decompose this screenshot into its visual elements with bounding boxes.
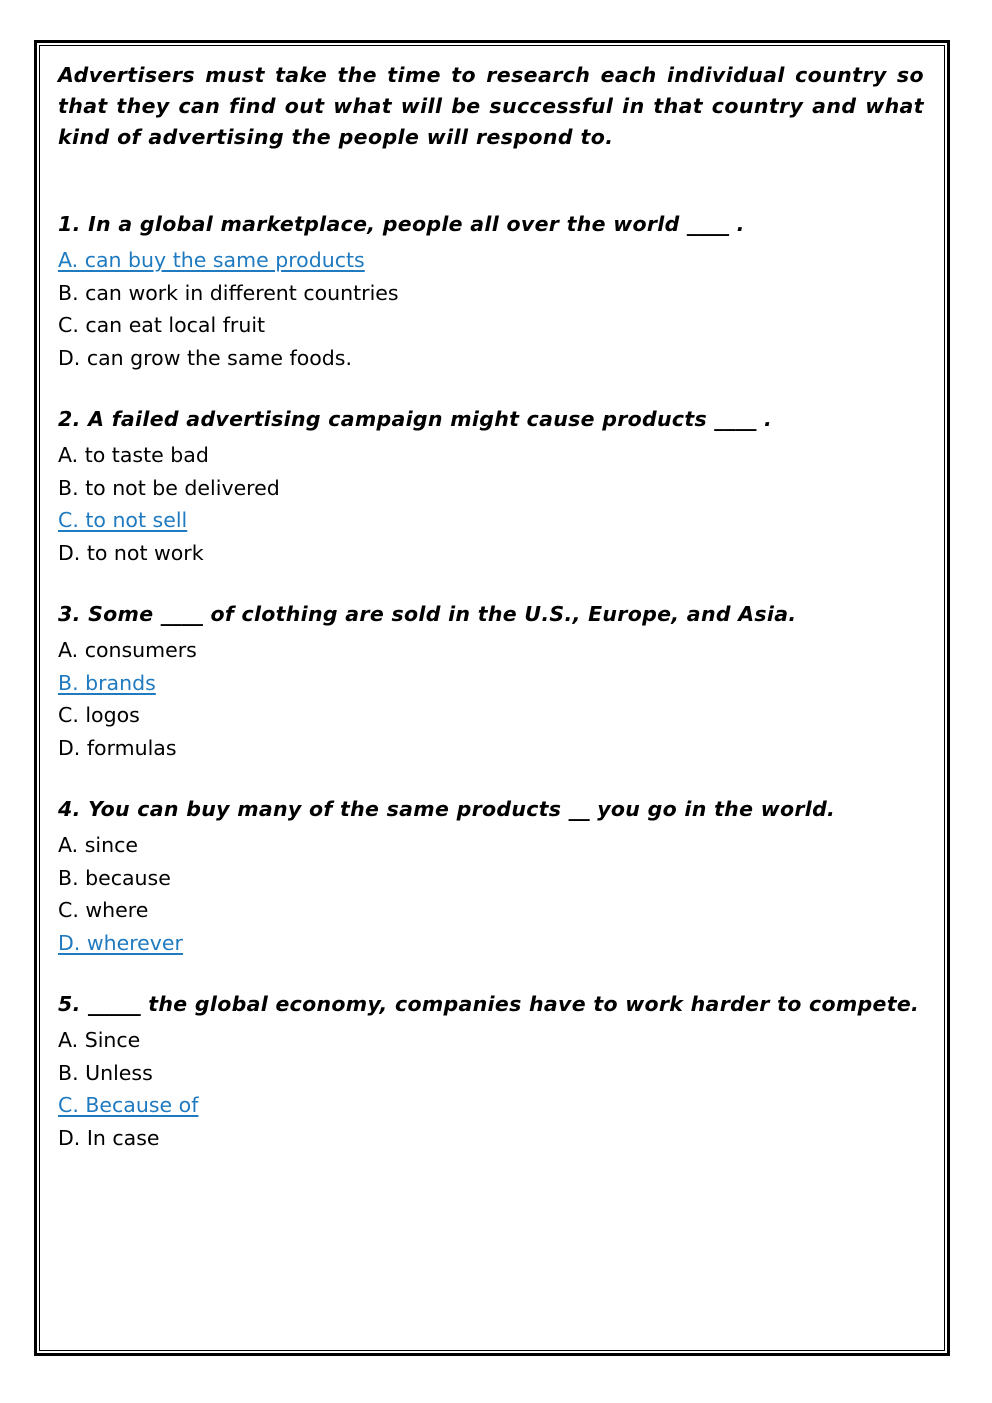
option-c[interactable]: C. logos bbox=[58, 703, 140, 727]
option-b[interactable]: B. because bbox=[58, 865, 171, 890]
option-d[interactable]: D. to not work bbox=[58, 540, 204, 565]
option-a[interactable]: A. since bbox=[58, 833, 138, 857]
option-d[interactable]: D. In case bbox=[58, 1125, 160, 1150]
intro-paragraph: Advertisers must take the time to research each individual country so that they can find out what will be successful in that country and what kind of advertising the people will respond to. bbox=[58, 63, 924, 149]
question-2 bbox=[58, 404, 926, 569]
document-content bbox=[58, 60, 926, 1184]
option-c[interactable]: C. Because of bbox=[58, 1093, 199, 1117]
question-stem: 1. In a global marketplace, people all over the world ____ . bbox=[58, 212, 745, 236]
option-a[interactable]: A. consumers bbox=[58, 638, 197, 662]
option-a[interactable]: A. Since bbox=[58, 1028, 141, 1052]
option-c[interactable]: C. to not sell bbox=[58, 508, 188, 532]
option-c[interactable]: C. can eat local fruit bbox=[58, 313, 266, 337]
option-b[interactable]: B. can work in different countries bbox=[58, 280, 399, 305]
option-d[interactable]: D. can grow the same foods. bbox=[58, 345, 352, 370]
option-b[interactable]: B. brands bbox=[58, 670, 156, 695]
question-3 bbox=[58, 599, 926, 764]
question-4 bbox=[58, 794, 926, 959]
option-d[interactable]: D. formulas bbox=[58, 735, 177, 760]
question-5 bbox=[58, 989, 926, 1154]
question-stem: 3. Some ____ of clothing are sold in the U.S., Europe, and Asia. bbox=[58, 602, 797, 626]
question-stem: 5. _____ the global economy, companies have to work harder to compete. bbox=[58, 992, 920, 1016]
option-c[interactable]: C. where bbox=[58, 898, 149, 922]
option-b[interactable]: B. Unless bbox=[58, 1060, 153, 1085]
question-1 bbox=[58, 209, 926, 374]
question-list bbox=[58, 209, 926, 1154]
question-stem: 4. You can buy many of the same products __ you go in the world. bbox=[58, 797, 836, 821]
question-stem: 2. A failed advertising campaign might cause products ____ . bbox=[58, 407, 773, 431]
option-d[interactable]: D. wherever bbox=[58, 930, 183, 955]
option-b[interactable]: B. to not be delivered bbox=[58, 475, 280, 500]
option-a[interactable]: A. can buy the same products bbox=[58, 248, 365, 272]
option-a[interactable]: A. to taste bad bbox=[58, 443, 209, 467]
